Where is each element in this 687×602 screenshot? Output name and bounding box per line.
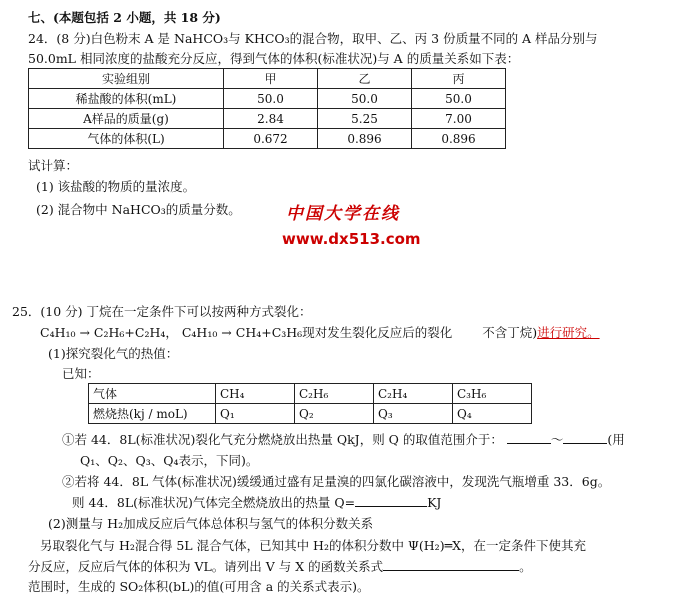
table-row (29, 109, 506, 129)
table-cell: 稀盐酸的体积(mL) (29, 89, 224, 109)
table-header-cell: C₂H₄ (374, 384, 453, 404)
q25-sub2-end: KJ (427, 495, 442, 510)
table-cell: 50.0 (318, 89, 412, 109)
answer-blank-low[interactable] (507, 431, 551, 444)
q25-sub1-line1 (62, 430, 625, 448)
q25-p2-line1: 另取裂化气与 H₂混合得 5L 混合气体，已知其中 H₂的体积分数中 Ψ(H₂)═X，在一定条件下使其充 (40, 538, 586, 553)
q25-equation (40, 323, 600, 341)
table-row (29, 89, 506, 109)
q25-equation-tail: 不含丁烷) (482, 325, 538, 340)
table-header-cell: 气体 (89, 384, 216, 404)
watermark-name: 中国大学在线 (286, 204, 400, 224)
q24-line1: 24．(8 分)白色粉末 A 是 NaHCO₃与 KHCO₃的混合物，取甲、乙、丙 3 份质量不同的 A 样品分别与 (28, 31, 598, 46)
table-header-cell: 乙 (318, 69, 412, 89)
q25-part1: (1)探究裂化气的热值： (48, 346, 179, 361)
table-cell: 50.0 (224, 89, 318, 109)
q25-p2-end: 。 (519, 559, 532, 574)
q24-item2: (2) 混合物中 NaHCO₃的质量分数。 (36, 202, 241, 217)
table-cell: A样品的质量(g) (29, 109, 224, 129)
table-header-cell: 丙 (412, 69, 506, 89)
q25-equation-text: C₄H₁₀ → C₂H₆+C₂H₄， C₄H₁₀ → CH₄+C₃H₆现对发生裂化反应后的裂化 (40, 325, 453, 340)
table-cell: Q₁ (216, 404, 295, 424)
q25-p2-line2 (28, 557, 532, 575)
table-header-cell: 实验组别 (29, 69, 224, 89)
q25-part2: (2)测量与 H₂加成反应后气体总体积与氢气的体积分数关系 (48, 516, 374, 531)
table-header-row (29, 69, 506, 89)
table-cell: 2.84 (224, 109, 318, 129)
q25-equation-red: 进行研究。 (537, 325, 600, 340)
table-row (29, 129, 506, 149)
q25-p2-line3: 范围时，生成的 SO₂体积(bL)的值(可用含 a 的关系式表示)。 (28, 579, 370, 594)
q25-sub2-line1: ②若将 44．8L 气体(标准状况)缓缓通过盛有足量溴的四氯化碳溶液中，发现洗气瓶增重 33．6g。 (62, 474, 611, 489)
q24-calc: 试计算： (28, 158, 79, 173)
table-cell: 气体的体积(L) (29, 129, 224, 149)
table-header-cell: C₂H₆ (295, 384, 374, 404)
table-row (89, 404, 532, 424)
watermark-url: www.dx513.com (282, 230, 421, 248)
table-header-row (89, 384, 532, 404)
table-cell: Q₃ (374, 404, 453, 424)
table-header-cell: C₃H₆ (453, 384, 532, 404)
q25-line1: 25．(10 分) 丁烷在一定条件下可以按两种方式裂化： (12, 304, 312, 319)
table-cell: Q₄ (453, 404, 532, 424)
q25-p2-text: 分反应，反应后气体的体积为 VL。请列出 V 与 X 的函数关系式 (28, 559, 384, 574)
q25-sub1-text: ①若 44．8L(标准状况)裂化气充分燃烧放出热量 QkJ，则 Q 的取值范围介于： (62, 432, 503, 447)
q24-item1: (1) 该盐酸的物质的量浓度。 (36, 179, 196, 194)
section-title: 七、(本题包括 2 小题，共 18 分) (28, 10, 221, 25)
q25-sub1-line2: Q₁、Q₂、Q₃、Q₄表示，下同)。 (80, 453, 259, 468)
q24-line2: 50.0mL 相同浓度的盐酸充分反应，得到气体的体积(标准状况)与 A 的质量关系如下表： (28, 51, 520, 66)
table-cell: 0.896 (412, 129, 506, 149)
table-cell: 7.00 (412, 109, 506, 129)
table-cell: 0.896 (318, 129, 412, 149)
q25-sub1-end: (用 (607, 432, 625, 447)
q24-data-table (28, 68, 506, 149)
answer-blank-function[interactable] (383, 558, 519, 571)
table-cell: 燃烧热(kj / moL) (89, 404, 216, 424)
q25-sub2-text: 则 44．8L(标准状况)气体完全燃烧放出的热量 Q= (72, 495, 356, 510)
table-cell: Q₂ (295, 404, 374, 424)
table-header-cell: CH₄ (216, 384, 295, 404)
table-cell: 5.25 (318, 109, 412, 129)
table-cell: 0.672 (224, 129, 318, 149)
answer-blank-high[interactable] (563, 431, 607, 444)
q25-heat-table (88, 383, 532, 424)
q25-sub1-tilde: ～ (550, 432, 564, 447)
q25-known: 已知： (62, 366, 100, 381)
answer-blank-heat[interactable] (355, 494, 427, 507)
table-header-cell: 甲 (224, 69, 318, 89)
table-cell: 50.0 (412, 89, 506, 109)
q25-sub2-line2 (72, 493, 441, 511)
